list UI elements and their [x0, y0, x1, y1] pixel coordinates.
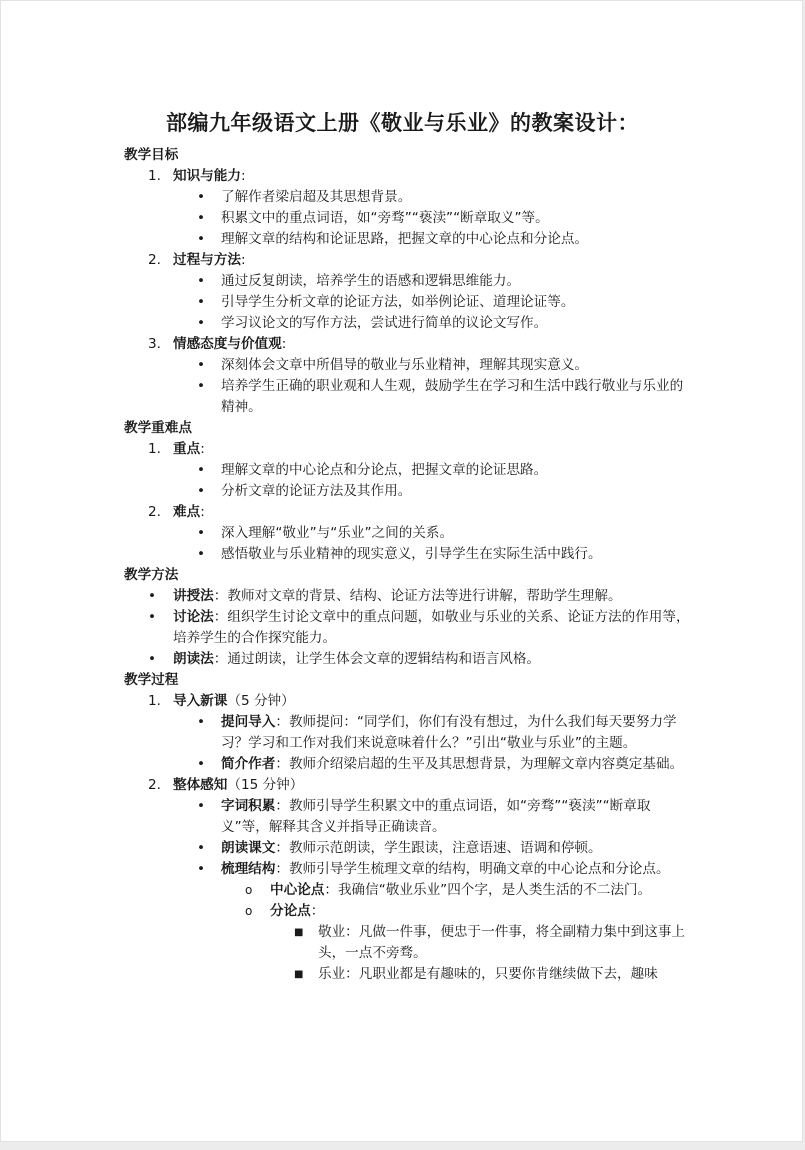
list-item-text: ：组织学生讨论文章中的重点问题，如敬业与乐业的关系、论证方法的作用等，培养学生的合作探究能力。 [173, 609, 690, 646]
list-item [124, 376, 694, 418]
list-item-label: 分论点 [270, 903, 311, 919]
item-label: 导入新课 [173, 693, 228, 709]
numbered-item [124, 334, 694, 355]
sub-sub-list-item [124, 922, 694, 964]
list-item-label: 简介作者 [221, 756, 276, 772]
bullet-icon: • [148, 588, 157, 604]
list-item [124, 859, 694, 880]
bullet-icon: • [148, 609, 157, 625]
list-item-text: ：教师介绍梁启超的生平及其思想背景，为理解文章内容奠定基础。 [275, 756, 684, 772]
item-label: 情感态度与价值观 [173, 336, 282, 352]
bullet-icon: • [197, 798, 206, 814]
list-item [124, 607, 694, 649]
list-item-text: 了解作者梁启超及其思想背景。 [221, 189, 412, 205]
list-item-text: 理解文章的中心论点和分论点，把握文章的论证思路。 [221, 462, 548, 478]
list-item-text: ：教师引导学生积累文中的重点词语，如“旁骛”“亵渎”“断章取义”等，解释其含义并指导正确读音。 [221, 798, 651, 835]
item-label: 整体感知 [173, 777, 228, 793]
list-item-label: 梳理结构 [221, 861, 276, 877]
bullet-icon: • [197, 525, 206, 541]
list-item-label: 朗读法 [173, 651, 214, 667]
circle-bullet-icon: o [245, 904, 253, 918]
list-item [124, 208, 694, 229]
list-item-text: 分析文章的论证方法及其作用。 [221, 483, 412, 499]
sub-list-item [124, 880, 694, 901]
list-item [124, 838, 694, 859]
list-item-text: 通过反复朗读，培养学生的语感和逻辑思维能力。 [221, 273, 521, 289]
bullet-icon: • [197, 315, 206, 331]
list-item [124, 460, 694, 481]
list-item [124, 187, 694, 208]
item-time: （15 分钟） [227, 777, 304, 793]
bullet-icon: • [197, 357, 206, 373]
list-item-text: 理解文章的结构和论证思路，把握文章的中心论点和分论点。 [221, 231, 589, 247]
sub-list-item [124, 901, 694, 922]
list-item-label: 提问导入 [221, 714, 276, 730]
bullet-icon: • [197, 189, 206, 205]
list-item-text: 感悟敬业与乐业精神的现实意义，引导学生在实际生活中践行。 [221, 546, 602, 562]
item-label: 知识与能力 [173, 168, 241, 184]
item-number: 3. [148, 336, 161, 352]
item-colon: : [281, 336, 287, 352]
numbered-item [124, 250, 694, 271]
section-heading-goals: 教学目标 [124, 147, 179, 163]
numbered-item [124, 691, 694, 712]
item-number: 2. [148, 777, 161, 793]
list-item-label: 讨论法 [173, 609, 214, 625]
section-heading-process: 教学过程 [124, 672, 179, 688]
list-item [124, 796, 694, 838]
numbered-item [124, 502, 694, 523]
list-item-text: ：教师对文章的背景、结构、论证方法等进行讲解，帮助学生理解。 [213, 588, 622, 604]
list-item-text: 深刻体会文章中所倡导的敬业与乐业精神，理解其现实意义。 [221, 357, 589, 373]
bullet-icon: • [197, 861, 206, 877]
bullet-icon: • [197, 273, 206, 289]
item-label: 过程与方法 [173, 252, 241, 268]
item-number: 1. [148, 168, 161, 184]
item-colon: : [200, 504, 205, 520]
list-item [124, 754, 694, 775]
item-number: 1. [148, 441, 161, 457]
list-item [124, 523, 694, 544]
item-number: 1. [148, 693, 161, 709]
numbered-item [124, 166, 694, 187]
list-item [124, 586, 694, 607]
item-number: 2. [148, 252, 161, 268]
list-item-text: 乐业：凡职业都是有趣味的，只要你肯继续做下去，趣味 [318, 966, 658, 982]
item-label: 重点 [173, 441, 201, 457]
list-item [124, 712, 694, 754]
bullet-icon: • [148, 651, 157, 667]
bullet-icon: • [197, 483, 206, 499]
list-item-text: ：教师引导学生梳理文章的结构，明确文章的中心论点和分论点。 [275, 861, 670, 877]
square-bullet-icon: ■ [294, 969, 304, 980]
bullet-icon: • [197, 840, 206, 856]
list-item-text: 敬业：凡做一件事，便忠于一件事，将全副精力集中到这事上头，一点不旁骛。 [318, 924, 686, 961]
sub-sub-list-item [124, 964, 694, 985]
list-item-text: ：教师提问：“同学们，你们有没有想过，为什么我们每天要努力学习？学习和工作对我们来说意味着什么？”引出“敬业与乐业”的主题。 [221, 714, 677, 751]
list-item-text: 培养学生正确的职业观和人生观，鼓励学生在学习和生活中践行敬业与乐业的精神。 [221, 378, 684, 415]
item-colon: : [240, 168, 246, 184]
section-heading-methods: 教学方法 [124, 567, 179, 583]
list-item-text: 引导学生分析文章的论证方法，如举例论证、道理论证等。 [221, 294, 575, 310]
list-item-label: 字词积累 [221, 798, 276, 814]
list-item-text: 积累文中的重点词语，如“旁骛”“亵渎”“断章取义”等。 [221, 210, 549, 226]
list-item [124, 292, 694, 313]
document-body [124, 145, 694, 985]
list-item [124, 481, 694, 502]
bullet-icon: • [197, 378, 206, 394]
list-item-text: ：教师示范朗读，学生跟读，注意语速、语调和停顿。 [275, 840, 602, 856]
list-item [124, 544, 694, 565]
list-item-label: 讲授法 [173, 588, 214, 604]
list-item [124, 313, 694, 334]
list-item [124, 229, 694, 250]
bullet-icon: • [197, 210, 206, 226]
list-item [124, 355, 694, 376]
bullet-icon: • [197, 294, 206, 310]
section-heading-difficulties: 教学重难点 [124, 420, 192, 436]
list-item-text: ：通过朗读，让学生体会文章的逻辑结构和语言风格。 [213, 651, 541, 667]
item-time: （5 分钟） [227, 693, 295, 709]
numbered-item [124, 775, 694, 796]
list-item-text: ： [310, 903, 325, 919]
numbered-item [124, 439, 694, 460]
list-item [124, 271, 694, 292]
bullet-icon: • [197, 462, 206, 478]
item-number: 2. [148, 504, 161, 520]
list-item-label: 中心论点 [270, 882, 325, 898]
list-item-text: 学习议论文的写作方法，尝试进行简单的议论文写作。 [221, 315, 548, 331]
bullet-icon: • [197, 714, 206, 730]
item-colon: : [200, 441, 205, 457]
circle-bullet-icon: o [245, 883, 253, 897]
list-item-text: 深入理解“敬业”与“乐业”之间的关系。 [221, 525, 454, 541]
bullet-icon: • [197, 756, 206, 772]
list-item-label: 朗读课文 [221, 840, 276, 856]
document-title: 部编九年级语文上册《敬业与乐业》的教案设计： [166, 111, 639, 135]
bullet-icon: • [197, 231, 206, 247]
bullet-icon: • [197, 546, 206, 562]
square-bullet-icon: ■ [294, 927, 304, 938]
item-label: 难点 [173, 504, 201, 520]
list-item [124, 649, 694, 670]
item-colon: : [240, 252, 246, 268]
list-item-text: ：我确信“敬业乐业”四个字，是人类生活的不二法门。 [324, 882, 652, 898]
